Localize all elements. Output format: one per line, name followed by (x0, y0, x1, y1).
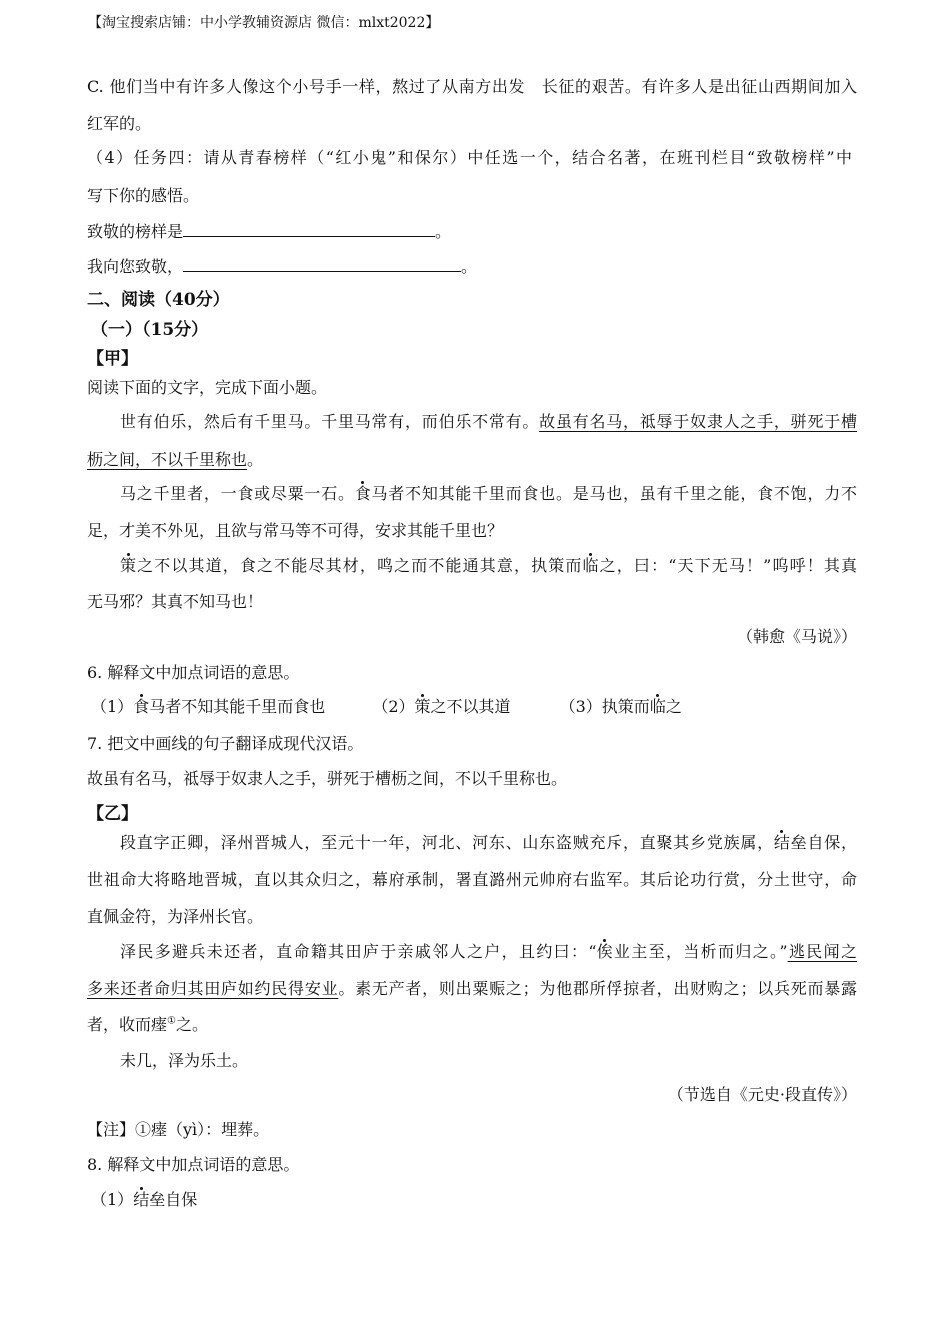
item-number: （1） (91, 697, 134, 716)
question-7-sentence: 故虽有名马，祗辱于奴隶人之手，骈死于槽枥之间，不以千里称也。 (87, 769, 568, 788)
reading-instruction: 阅读下面的文字，完成下面小题。 (87, 378, 328, 397)
text-segment: 泽民多避兵未还者，直命籍其田庐于亲戚邻人之户，且约曰：“ (120, 942, 597, 961)
text-segment: 垒自保， (789, 833, 857, 852)
text-segment: 者，收而瘗 (87, 1015, 168, 1034)
text-segment: 。 (247, 450, 264, 469)
question-6-stem: 6. 解释文中加点词语的意思。 (87, 663, 300, 682)
section-subtitle: （一）（15分） (91, 320, 209, 340)
dotted-word: 策 (120, 556, 137, 575)
text-segment: 之不以其道 (430, 697, 511, 716)
text-segment: 垒自保 (149, 1190, 198, 1209)
underlined-sentence: 枥之间，不以千里称也 (87, 450, 248, 469)
text-segment: 业主至，当析而归之。” (612, 942, 788, 961)
question-7-stem: 7. 把文中画线的句子翻译成现代汉语。 (87, 734, 364, 753)
question-6-items (91, 697, 682, 717)
task3-option-c-line1: C. 他们当中有许多人像这个小号手一样，熬过了从南方出发 长征的艰苦。有许多人是出征山西期间加入 (87, 77, 857, 96)
jia-paragraph-2-line2: 足，才美不外见，且欲与常马等不可得，安求其能千里也？ (87, 521, 504, 540)
underlined-sentence: 故虽有名马，祗辱于奴隶人之手，骈死于槽 (539, 412, 857, 431)
text-segment: 之。 (175, 1015, 208, 1034)
yi-paragraph-1-line2: 世祖命大将略地晋城，直以其众归之，幕府承制，署直潞州元帅府右监军。其后论功行赏，分土世守，命 (87, 870, 857, 889)
question-8-item-1 (91, 1190, 197, 1210)
text-segment: 段直字正卿，泽州晋城人，至元十一年，河北、河东、山东盗贼充斥，直聚其乡党族属， (120, 833, 774, 852)
dotted-word: 临 (649, 697, 666, 716)
q6-item-1 (91, 697, 325, 716)
text-segment: 。素无产者，则出粟赈之；为他郡所俘掠者，出财购之；以兵死而暴露 (338, 979, 857, 998)
jia-paragraph-3-line2: 无马邪？其真不知马也！ (87, 592, 264, 611)
yi-paragraph-2-line1 (120, 942, 857, 962)
yi-paragraph-1-line1 (120, 833, 857, 853)
fill-suffix: 。 (461, 257, 478, 276)
text-segment: 之不以其道，食之不能尽其材，鸣之而不能通其意，执策而 (136, 556, 583, 575)
task4-fill-role-model (87, 220, 451, 242)
dotted-word: 结 (773, 833, 790, 852)
passage-label-yi: 【乙】 (87, 804, 138, 824)
jia-paragraph-3-line1 (120, 556, 857, 576)
answer-blank[interactable] (183, 220, 435, 237)
yi-paragraph-1-line3: 直佩金符，为泽州长官。 (87, 907, 264, 926)
footnote-marker: ① (167, 1015, 176, 1027)
yi-paragraph-2-line2 (87, 979, 857, 999)
question-8-stem: 8. 解释文中加点词语的意思。 (87, 1155, 300, 1174)
footnote: 【注】①瘗（yì）：埋葬。 (87, 1120, 270, 1139)
jia-paragraph-1-line1 (120, 412, 857, 432)
yi-paragraph-3: 未几，泽为乐土。 (120, 1051, 249, 1070)
task4-line2: 写下你的感悟。 (87, 186, 200, 205)
section-title: 二、阅读（40分） (87, 290, 230, 310)
underlined-sentence: 多来还者命归其田庐如约民得安业 (87, 979, 339, 998)
page-header: 【淘宝搜索店铺：中小学教辅资源店 微信：mlxt2022】 (88, 15, 440, 31)
task4-line1: （4）任务四：请从青春榜样（“红小鬼”和保尔）中任选一个，结合名著，在班刊栏目“致敬榜样”中 (87, 148, 852, 167)
text-segment: 马之千里者，一食或尽粟一石。 (120, 484, 355, 503)
dotted-word: 策 (414, 697, 431, 716)
text-segment: 马者不知其能千里而食也 (149, 697, 326, 716)
item-number: （2） (372, 697, 415, 716)
item-number: （3）执策而 (559, 697, 650, 716)
answer-blank[interactable] (183, 255, 461, 272)
dotted-word: 食 (133, 697, 150, 716)
task3-option-c-line2: 红军的。 (87, 114, 152, 133)
fill-prefix: 致敬的榜样是 (87, 222, 184, 241)
passage-label-jia: 【甲】 (87, 349, 138, 369)
fill-suffix: 。 (435, 222, 452, 241)
jia-paragraph-1-line2 (87, 450, 263, 470)
jia-paragraph-2-line1 (120, 484, 857, 504)
text-segment: 之，曰：“天下无马！”呜呼！其真 (598, 556, 857, 575)
dotted-word: 食 (354, 484, 371, 503)
text-segment: 之 (665, 697, 682, 716)
q6-item-2 (372, 697, 510, 716)
task4-fill-tribute (87, 255, 477, 277)
dotted-word: 结 (133, 1190, 150, 1209)
jia-source: （韩愈《马说》） (736, 627, 857, 646)
fill-prefix: 我向您致敬， (87, 257, 184, 276)
underlined-sentence: 逃民闻之 (787, 942, 857, 961)
dotted-word: 临 (582, 556, 599, 575)
q6-item-3 (560, 697, 682, 716)
dotted-word: 俟 (596, 942, 613, 961)
yi-paragraph-2-line3 (87, 1015, 208, 1035)
yi-source: （节选自《元史·段直传》） (667, 1085, 857, 1104)
text-segment: 马者不知其能千里而食也。是马也，虽有千里之能，食不饱，力不 (370, 484, 857, 503)
text-segment: 世有伯乐，然后有千里马。千里马常有，而伯乐不常有。 (120, 412, 540, 431)
item-number: （1） (91, 1190, 134, 1209)
